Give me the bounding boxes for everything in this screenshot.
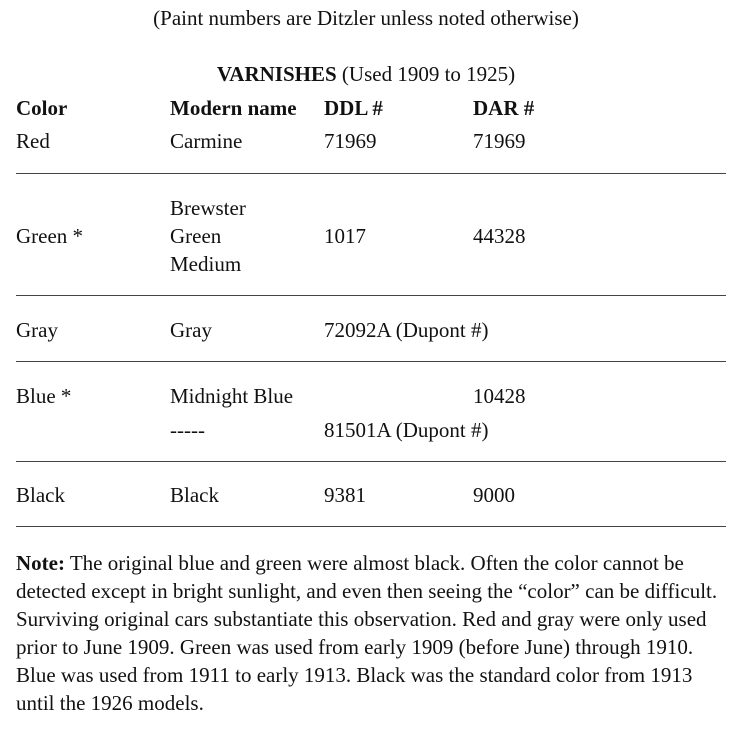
row-modern-name-line-2: Green [170, 224, 222, 248]
row-modern-name: Gray [170, 318, 212, 342]
row-divider [16, 526, 726, 527]
row-color: Black [16, 483, 65, 507]
row-divider [16, 173, 726, 174]
row-dar: 9000 [473, 483, 515, 507]
note-text: The original blue and green were almost black. Often the color cannot be detected except in bright sunlight, and even then seeing the “color” can be difficult. Surviving original cars substantiate this observation. Red and gray were only used prior to June 1909. Green was used from early 1909 (before June) through 1910. Blue was used from 1911 to early 1913. Black was the standard color from 1913 until the 1926 models. [16, 551, 718, 715]
column-header-color: Color [16, 96, 68, 120]
row-dar: 71969 [473, 129, 526, 153]
row-modern-name-line-3: Medium [170, 252, 242, 276]
row-color: Blue * [16, 384, 72, 408]
row-modern-name: Black [170, 483, 219, 507]
column-header-ddl: DDL # [324, 96, 383, 120]
row-divider [16, 361, 726, 362]
row-ddl: 1017 [324, 224, 366, 248]
row-color: Green * [16, 224, 84, 248]
row-ddl: 72092A (Dupont #) [324, 318, 489, 342]
paint-source-note: (Paint numbers are Ditzler unless noted otherwise) [153, 6, 579, 30]
row-modern-name-line-1: Brewster [170, 196, 246, 220]
row-dar: 44328 [473, 224, 526, 248]
row-ddl: 9381 [324, 483, 366, 507]
note-label: Note: [16, 551, 65, 575]
column-header-dar: DAR # [473, 96, 535, 120]
row-modern-name-alt: ----- [170, 418, 205, 442]
row-modern-name: Carmine [170, 129, 243, 153]
row-divider [16, 461, 726, 462]
row-color: Gray [16, 318, 58, 342]
table-heading [0, 61, 732, 87]
column-header-modern-name: Modern name [170, 96, 297, 120]
table-title: VARNISHES [216, 62, 337, 86]
row-modern-name: Midnight Blue [170, 384, 294, 408]
table-date-range: (Used 1909 to 1925) [341, 62, 516, 86]
row-divider [16, 295, 726, 296]
row-dar: 10428 [473, 384, 526, 408]
note-paragraph [16, 549, 720, 717]
row-color: Red [16, 129, 50, 153]
row-ddl: 71969 [324, 129, 377, 153]
row-ddl-alt: 81501A (Dupont #) [324, 418, 489, 442]
